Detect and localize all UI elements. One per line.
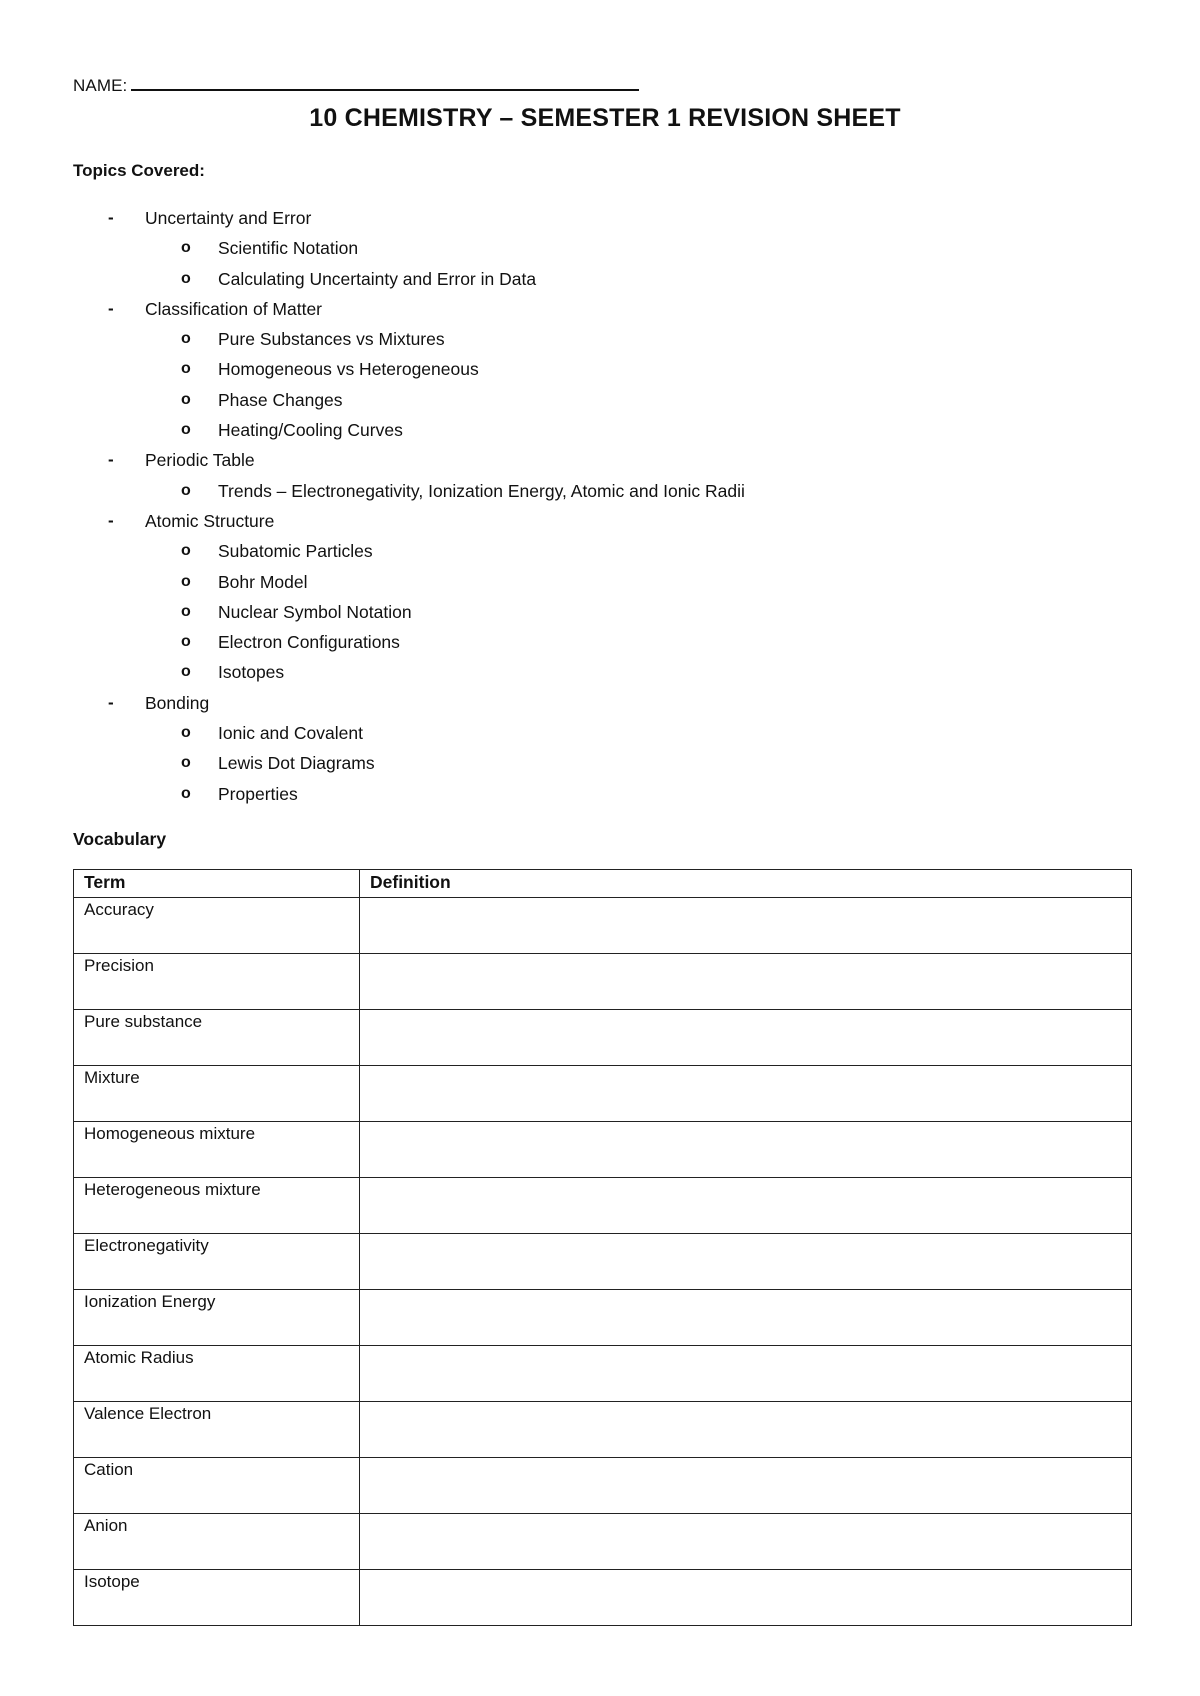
subtopic-item	[73, 748, 1073, 778]
subtopic-item	[73, 718, 1073, 748]
vocabulary-header-row	[74, 870, 1132, 898]
dash-bullet-icon: -	[108, 692, 114, 712]
definition-cell[interactable]	[360, 1458, 1132, 1514]
circle-bullet-icon: o	[181, 542, 191, 560]
vocabulary-heading: Vocabulary	[73, 829, 167, 849]
circle-bullet-icon: o	[181, 602, 191, 620]
dash-bullet-icon: -	[108, 450, 114, 470]
vocabulary-table	[73, 869, 1132, 1626]
topic-item	[73, 688, 1073, 718]
circle-bullet-icon: o	[181, 754, 191, 772]
subtopic-label: Bohr Model	[218, 571, 308, 592]
definition-cell[interactable]	[360, 1346, 1132, 1402]
topic-label: Atomic Structure	[145, 510, 275, 531]
term-cell: Heterogeneous mixture	[74, 1178, 360, 1234]
dash-bullet-icon: -	[108, 298, 114, 318]
circle-bullet-icon: o	[181, 572, 191, 590]
circle-bullet-icon: o	[181, 390, 191, 408]
dash-bullet-icon: -	[108, 208, 114, 227]
subtopic-label: Properties	[218, 783, 298, 804]
subtopic-label: Pure Substances vs Mixtures	[218, 329, 445, 350]
table-row	[74, 1570, 1132, 1626]
definition-cell[interactable]	[360, 898, 1132, 954]
page-title: 10 CHEMISTRY – SEMESTER 1 REVISION SHEET	[309, 104, 901, 132]
subtopic-item	[73, 385, 1073, 415]
topics-list	[73, 203, 1073, 809]
subtopic-label: Ionic and Covalent	[218, 723, 363, 744]
definition-cell[interactable]	[360, 1122, 1132, 1178]
table-row	[74, 1122, 1132, 1178]
circle-bullet-icon: o	[181, 724, 191, 742]
table-row	[74, 954, 1132, 1010]
definition-cell[interactable]	[360, 1010, 1132, 1066]
table-row	[74, 1514, 1132, 1570]
subtopic-item	[73, 779, 1073, 809]
subtopic-label: Lewis Dot Diagrams	[218, 753, 375, 774]
definition-column-header: Definition	[360, 870, 1132, 898]
subtopic-label: Trends – Electronegativity, Ionization Energy, Atomic and Ionic Radii	[218, 480, 745, 501]
subtopic-item	[73, 536, 1073, 566]
subtopic-label: Nuclear Symbol Notation	[218, 601, 412, 622]
table-row	[74, 1234, 1132, 1290]
term-cell: Accuracy	[74, 898, 360, 954]
table-row	[74, 1178, 1132, 1234]
subtopic-item	[73, 476, 1073, 506]
subtopic-item	[73, 264, 1073, 294]
circle-bullet-icon: o	[181, 269, 191, 287]
topic-label: Periodic Table	[145, 450, 255, 471]
subtopic-label: Scientific Notation	[218, 238, 359, 259]
term-cell: Valence Electron	[74, 1402, 360, 1458]
subtopic-item	[73, 233, 1073, 263]
circle-bullet-icon: o	[181, 330, 191, 348]
subtopic-label: Calculating Uncertainty and Error in Data	[218, 268, 537, 289]
definition-cell[interactable]	[360, 1290, 1132, 1346]
vocabulary-body	[74, 898, 1132, 1626]
topic-item	[73, 203, 1073, 233]
circle-bullet-icon: o	[181, 360, 191, 378]
circle-bullet-icon: o	[181, 633, 191, 651]
definition-cell[interactable]	[360, 1514, 1132, 1570]
term-cell: Precision	[74, 954, 360, 1010]
circle-bullet-icon: o	[181, 663, 191, 681]
subtopic-item	[73, 567, 1073, 597]
subtopic-item	[73, 354, 1073, 384]
topic-item	[73, 294, 1073, 324]
topic-label: Classification of Matter	[145, 298, 323, 319]
subtopic-label: Subatomic Particles	[218, 541, 373, 562]
subtopic-item	[73, 597, 1073, 627]
term-cell: Isotope	[74, 1570, 360, 1626]
subtopic-item	[73, 657, 1073, 687]
subtopic-label: Heating/Cooling Curves	[218, 420, 403, 441]
topic-item	[73, 445, 1073, 475]
table-row	[74, 1346, 1132, 1402]
circle-bullet-icon: o	[181, 481, 191, 499]
name-blank-line[interactable]	[131, 89, 639, 91]
table-row	[74, 1066, 1132, 1122]
definition-cell[interactable]	[360, 1570, 1132, 1626]
term-cell: Ionization Energy	[74, 1290, 360, 1346]
table-row	[74, 1010, 1132, 1066]
term-cell: Atomic Radius	[74, 1346, 360, 1402]
circle-bullet-icon: o	[181, 421, 191, 439]
subtopic-label: Electron Configurations	[218, 632, 400, 653]
topics-heading: Topics Covered:	[73, 161, 205, 180]
table-row	[74, 898, 1132, 954]
subtopic-item	[73, 324, 1073, 354]
definition-cell[interactable]	[360, 1066, 1132, 1122]
term-column-header: Term	[74, 870, 360, 898]
subtopic-label: Isotopes	[218, 662, 285, 683]
term-cell: Homogeneous mixture	[74, 1122, 360, 1178]
topic-label: Uncertainty and Error	[145, 208, 312, 228]
dash-bullet-icon: -	[108, 510, 114, 530]
circle-bullet-icon: o	[181, 239, 191, 257]
name-label: NAME:	[73, 76, 128, 95]
term-cell: Anion	[74, 1514, 360, 1570]
definition-cell[interactable]	[360, 1402, 1132, 1458]
name-field	[73, 76, 639, 96]
subtopic-label: Phase Changes	[218, 389, 343, 410]
term-cell: Electronegativity	[74, 1234, 360, 1290]
topic-label: Bonding	[145, 692, 210, 713]
circle-bullet-icon: o	[181, 784, 191, 802]
term-cell: Cation	[74, 1458, 360, 1514]
term-cell: Pure substance	[74, 1010, 360, 1066]
table-row	[74, 1402, 1132, 1458]
table-row	[74, 1290, 1132, 1346]
definition-cell[interactable]	[360, 954, 1132, 1010]
topic-item	[73, 506, 1073, 536]
subtopic-label: Homogeneous vs Heterogeneous	[218, 359, 479, 380]
definition-cell[interactable]	[360, 1178, 1132, 1234]
subtopic-item	[73, 415, 1073, 445]
term-cell: Mixture	[74, 1066, 360, 1122]
table-row	[74, 1458, 1132, 1514]
subtopic-item	[73, 627, 1073, 657]
definition-cell[interactable]	[360, 1234, 1132, 1290]
